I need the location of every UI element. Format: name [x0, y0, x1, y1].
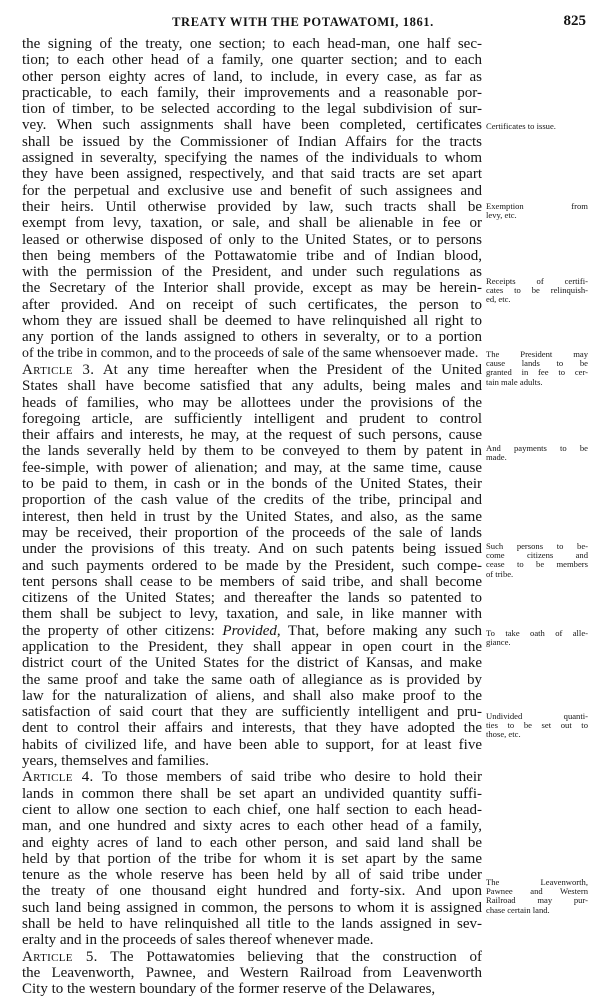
header-title: TREATY WITH THE POTAWATOMI, 1861. — [172, 15, 434, 29]
margin-note-line: And payments to be — [486, 443, 588, 453]
margin-note-exemption — [486, 202, 588, 220]
margin-note-line: of tribe. — [486, 568, 514, 579]
text-line: may be received, their proportion of the proceeds of the sale of lands — [22, 524, 482, 541]
margin-note-line: cause lands to be — [486, 358, 588, 369]
text-line: the lands severally held by them to be conveyed to them by patent in — [22, 443, 482, 460]
text-line: Article 3. At any time hereafter when the President of the United — [22, 361, 483, 378]
text-line: fee-simple, with power of alienation; and may, at the same time, cause — [22, 459, 482, 476]
proviso-word: Provided — [222, 622, 277, 639]
margin-note-line: cease to be members — [486, 559, 588, 570]
text-line: their heirs. Until otherwise provided by law, such tracts shall be — [22, 198, 482, 215]
text-line: proportion of the cash value of the credits of the tribe, principal and — [22, 492, 482, 509]
margin-note-line: Railroad may pur- — [486, 895, 588, 906]
text-line: the Secretary of the Interior shall provide, except as may be herein- — [22, 280, 482, 297]
text-line: application to the President, they shall appear in open court in the — [22, 638, 482, 655]
text-line: their affairs and interests, he may, at the request of such persons, cause — [22, 427, 482, 444]
text-line: any portion of the lands assigned to others in severalty, or to a portion — [22, 329, 482, 346]
margin-note-line: ed, etc. — [486, 294, 511, 305]
margin-note-line: those, etc. — [486, 729, 521, 740]
text-line: lands in common there shall be set apart an undivided quantity suffi- — [22, 785, 482, 802]
margin-note-certificates — [486, 122, 588, 131]
text-line: interest, then held in trust by the United States, and also, as the same — [22, 508, 482, 525]
page-number: 825 — [563, 13, 586, 29]
text-line: Article 4. To those members of said tribe who desire to hold their — [22, 769, 482, 786]
text-line: they have been assigned, respectively, and that said tracts are set apart — [22, 166, 482, 183]
text-line: tion; to each other head of a family, one quarter section; and to each — [22, 52, 482, 69]
text-line: vey. When such assignments shall have been completed, certificates — [22, 117, 482, 134]
text-line: foregoing article, are sufficiently intelligent and prudent to control — [22, 410, 482, 427]
text-line: of the tribe in common, and to the proceeds of sale of the same whensoever made. — [22, 345, 479, 361]
text-line: assigned in severalty, specifying the names of the individuals to whom — [22, 150, 482, 167]
treaty-body-text — [22, 36, 482, 998]
text-line: cient to allow one section to each chief, one half section to each head- — [22, 801, 482, 818]
article-label: Article 5. — [22, 948, 98, 965]
text-line: then being members of the Pottawatomie tribe and of Indian blood, — [22, 247, 482, 264]
text-line: other person eighty acres of land, to include, in every case, as far as — [22, 68, 482, 85]
text-line: habits of civilized life, and have been able to support, for at least five — [22, 736, 482, 753]
margin-note-citizens — [486, 542, 588, 579]
margin-note-line: The Leavenworth, — [486, 877, 588, 887]
margin-note-line: Certificates to issue. — [486, 121, 556, 131]
margin-note-line: levy, etc. — [486, 210, 517, 221]
text-line: the signing of the treaty, one section; to each head-man, one half sec- — [22, 36, 482, 52]
text-line: held by that portion of the tribe for whom it is set apart by the same — [22, 850, 482, 867]
text-line: dent to control their affairs and interests, that they have adopted the — [22, 720, 482, 737]
margin-note-line: made. — [486, 452, 507, 463]
text-line: for the perpetual and exclusive use and benefit of such assignees and — [22, 182, 482, 199]
margin-note-line: Receipts of certifi- — [486, 276, 588, 286]
margin-note-line: come citizens and — [486, 550, 588, 561]
text-line: district court of the United States for the district of Kansas, and make — [22, 655, 482, 672]
margin-note-undivided — [486, 712, 588, 740]
text-line: law for the naturalization of aliens, and shall also make proof to the — [22, 687, 482, 704]
margin-note-receipts — [486, 277, 588, 305]
text-line: such land being assigned in common, the persons to whom it is assigned — [22, 899, 482, 916]
margin-note-line: Pawnee and Western — [486, 886, 588, 897]
margin-note-line: tain male adults. — [486, 376, 543, 387]
text-line: and eighty acres of land to each other person, and said land shall be — [22, 834, 482, 851]
margin-note-line: giance. — [486, 637, 511, 648]
text-line: after provided. And on receipt of such certificates, the person to — [22, 296, 482, 313]
text-line: eralty and in the proceeds of sales thereof whenever made. — [22, 932, 374, 949]
text-line: heads of families, who may be allottees under the provisions of the — [22, 394, 482, 411]
text-line: practicable, to each family, their improvements and a reasonable por- — [22, 84, 482, 101]
text-line: them shall be subject to levy, taxation, and sale, in like manner with — [22, 606, 482, 623]
text-line: Article 5. The Pottawatomies believing that the construction of — [22, 948, 483, 965]
article-label: Article 3. — [22, 361, 95, 378]
margin-note-line: granted in fee to cer- — [486, 367, 588, 378]
margin-note-line: Such persons to be- — [486, 541, 588, 551]
margin-notes — [486, 0, 590, 939]
margin-note-line: Undivided quanti- — [486, 711, 588, 721]
text-line: the same proof and take the same oath of allegiance as is provided by — [22, 671, 482, 688]
margin-note-line: The President may — [486, 349, 588, 359]
margin-note-line: Exemption from — [486, 201, 588, 211]
text-line: years, themselves and families. — [22, 753, 210, 770]
text-line: and such payments ordered to be made by the President, such compe- — [22, 557, 482, 574]
article-label: Article 4. — [22, 769, 94, 786]
margin-note-president — [486, 350, 588, 387]
text-line: the Leavenworth, Pawnee, and Western Railroad from Leavenworth — [22, 964, 482, 981]
margin-note-payments — [486, 444, 588, 462]
text-line: leased or otherwise disposed of only to the United States, or to persons — [22, 231, 482, 248]
text-line: exempt from levy, taxation, or sale, and shall be alienable in fee or — [22, 215, 482, 232]
text-line: to be paid to them, in cash or in the bonds of the United States, their — [22, 476, 482, 493]
margin-note-line: cates to be relinquish- — [486, 285, 588, 296]
text-line: the property of other citizens: Provided, That, before making any such — [22, 622, 483, 639]
text-line: States shall have become satisfied that any adults, being males and — [22, 378, 482, 395]
margin-note-line: chase certain land. — [486, 904, 550, 915]
margin-note-railroad — [486, 878, 588, 915]
text-line: with the permission of the President, and under such regulations as — [22, 264, 482, 281]
text-line: the treaty of one thousand eight hundred and forty-six. And upon — [22, 883, 482, 900]
text-line: man, and one hundred and sixty acres to each other head of a family, — [22, 818, 482, 835]
text-line: shall be issued by the Commissioner of Indian Affairs for the tracts — [22, 133, 482, 150]
text-line: tenure as the whole reserve has been held by all of said tribe under — [22, 867, 482, 884]
text-line: tion of timber, to be selected according to the legal subdivision of sur- — [22, 101, 482, 118]
text-line: whom they are issued shall be deemed to have relinquished all right to — [22, 313, 482, 330]
text-line: citizens of the United States; and thereafter the lands so patented to — [22, 590, 482, 607]
text-line: satisfaction of said court that they are sufficiently intelligent and pru- — [22, 704, 482, 721]
text-line: shall be held to have relinquished all title to the lands assigned in sev- — [22, 916, 482, 933]
margin-note-line: ties to be set out to — [486, 720, 588, 731]
text-line: City to the western boundary of the former reserve of the Delawares, — [22, 981, 436, 998]
text-line: tent persons shall cease to be members of said tribe, and shall become — [22, 573, 482, 590]
margin-note-oath — [486, 629, 588, 647]
margin-note-line: To take oath of alle- — [486, 628, 588, 638]
text-line: under the provisions of this treaty. And on such patents being issued — [22, 541, 482, 558]
